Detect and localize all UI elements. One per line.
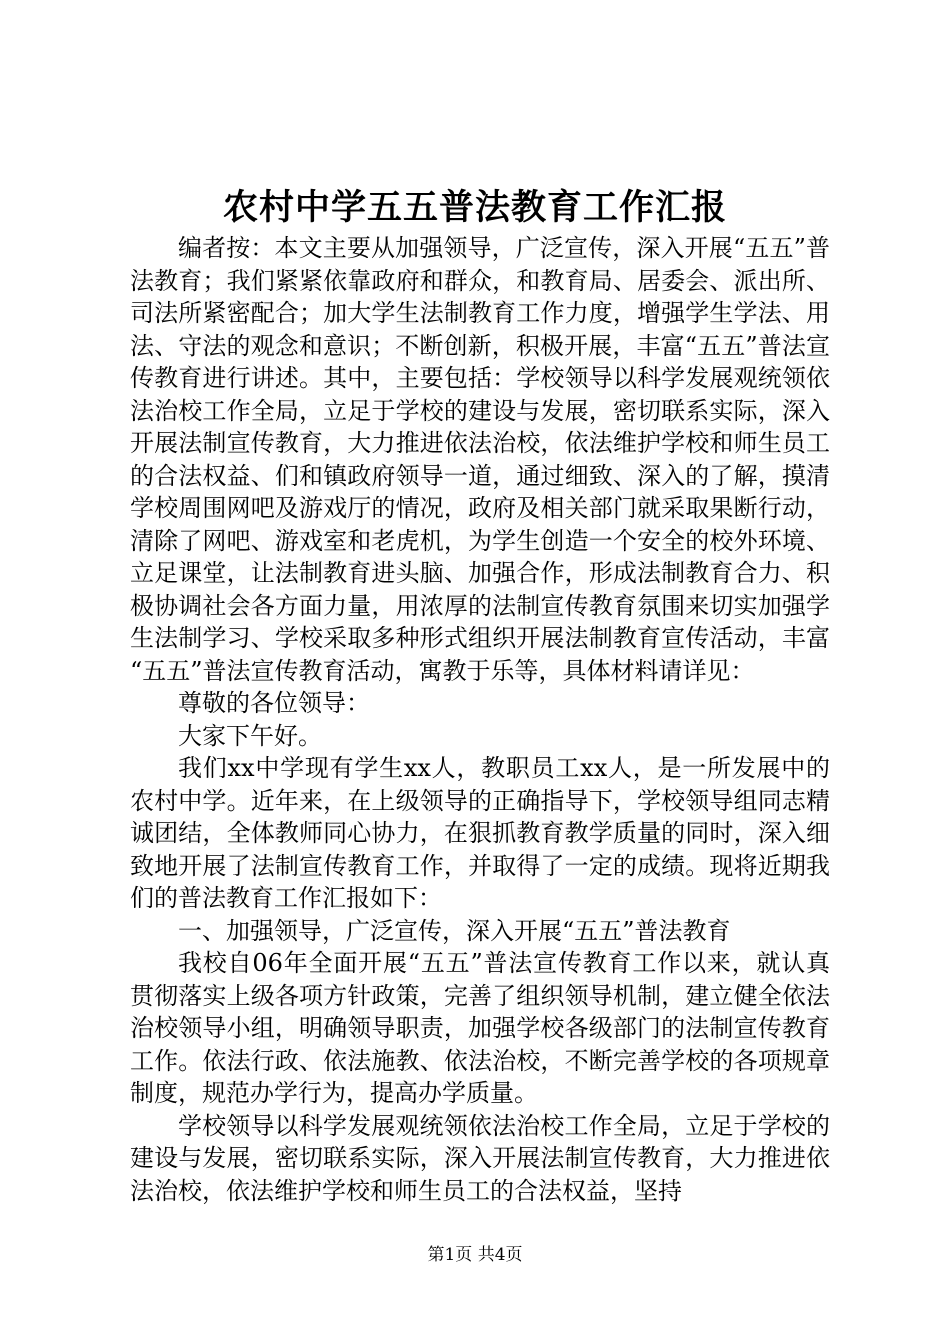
page-number-footer: 第1页 共4页 — [427, 1245, 523, 1265]
document-title: 农村中学五五普法教育工作汇报 — [222, 187, 727, 228]
document-body — [130, 232, 830, 1207]
body-paragraph: 我校自06年全面开展“五五”普法宣传教育工作以来，就认真贯彻落实上级各项方针政策，完善了组织领导机制，建立健全依法治校领导小组，明确领导职责，加强学校各级部门的法制宣传教育工作。依法行政、依法施教、依法治校，不断完善学校的各项规章制度，规范办学行为，提高办学质量。 — [130, 949, 830, 1107]
salutation-paragraph: 尊敬的各位领导： — [178, 689, 370, 717]
intro-paragraph: 我们xx中学现有学生xx人，教职员工xx人，是一所发展中的农村中学。近年来，在上级领导的正确指导下，学校领导组同志精诚团结，全体教师同心协力，在狠抓教育教学质量的同时，深入细致地开展了法制宣传教育工作，并取得了一定的成绩。现将近期我们的普法教育工作汇报如下： — [130, 754, 830, 912]
editor-note-paragraph: 编者按：本文主要从加强领导，广泛宣传，深入开展“五五”普法教育；我们紧紧依靠政府和群众，和教育局、居委会、派出所、司法所紧密配合；加大学生法制教育工作力度，增强学生学法、用法、守法的观念和意识；不断创新，积极开展，丰富“五五”普法宣传教育进行讲述。其中，主要包括：学校领导以科学发展观统领依法治校工作全局，立足于学校的建设与发展，密切联系实际，深入开展法制宣传教育，大力推进依法治校，依法维护学校和师生员工的合法权益、们和镇政府领导一道，通过细致、深入的了解，摸清学校周围网吧及游戏厅的情况，政府及相关部门就采取果断行动，清除了网吧、游戏室和老虎机，为学生创造一个安全的校外环境、立足课堂，让法制教育进头脑、加强合作，形成法制教育合力、积极协调社会各方面力量，用浓厚的法制宣传教育氛围来切实加强学生法制学习、学校采取多种形式组织开展法制教育宣传活动，丰富“五五”普法宣传教育活动，寓教于乐等，具体材料请详见： — [130, 234, 830, 685]
greeting-paragraph: 大家下午好。 — [178, 721, 322, 750]
body-paragraph: 学校领导以科学发展观统领依法治校工作全局，立足于学校的建设与发展，密切联系实际，深入开展法制宣传教育，大力推进依法治校，依法维护学校和师生员工的合法权益，坚持 — [130, 1111, 830, 1205]
section-heading-one: 一、加强领导，广泛宣传，深入开展“五五”普法教育 — [178, 916, 731, 945]
